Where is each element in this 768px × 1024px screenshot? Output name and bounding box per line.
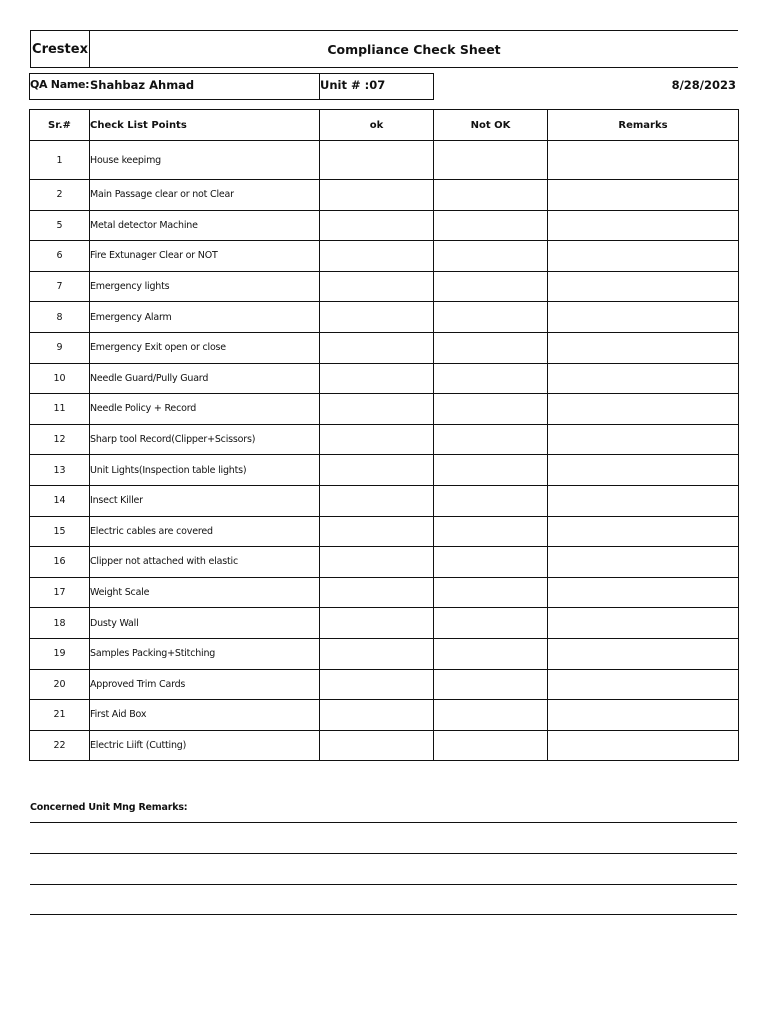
row-not-ok-cell[interactable]	[434, 241, 548, 272]
row-sr: 5	[30, 210, 90, 241]
row-sr: 14	[30, 485, 90, 516]
row-ok-cell[interactable]	[320, 271, 434, 302]
row-ok-cell[interactable]	[320, 700, 434, 731]
row-sr: 18	[30, 608, 90, 639]
col-sr: Sr.#	[30, 110, 90, 141]
row-ok-cell[interactable]	[320, 141, 434, 180]
table-row	[30, 394, 739, 425]
row-check-point: Weight Scale	[90, 577, 320, 608]
row-check-point: Unit Lights(Inspection table lights)	[90, 455, 320, 486]
row-sr: 13	[30, 455, 90, 486]
row-not-ok-cell[interactable]	[434, 516, 548, 547]
table-row	[30, 141, 739, 180]
row-not-ok-cell[interactable]	[434, 730, 548, 761]
table-row	[30, 241, 739, 272]
row-not-ok-cell[interactable]	[434, 141, 548, 180]
row-check-point: Needle Policy + Record	[90, 394, 320, 425]
row-not-ok-cell[interactable]	[434, 210, 548, 241]
row-sr: 22	[30, 730, 90, 761]
row-check-point: Approved Trim Cards	[90, 669, 320, 700]
remarks-line[interactable]	[30, 822, 737, 823]
table-row	[30, 210, 739, 241]
table-row	[30, 455, 739, 486]
row-sr: 1	[30, 141, 90, 180]
col-not-ok: Not OK	[434, 110, 548, 141]
row-sr: 19	[30, 638, 90, 669]
row-ok-cell[interactable]	[320, 302, 434, 333]
row-remarks-cell[interactable]	[548, 700, 739, 731]
remarks-line[interactable]	[30, 914, 737, 915]
row-check-point: Emergency Alarm	[90, 302, 320, 333]
row-ok-cell[interactable]	[320, 516, 434, 547]
row-check-point: First Aid Box	[90, 700, 320, 731]
row-sr: 10	[30, 363, 90, 394]
row-remarks-cell[interactable]	[548, 577, 739, 608]
row-sr: 20	[30, 669, 90, 700]
row-ok-cell[interactable]	[320, 669, 434, 700]
row-ok-cell[interactable]	[320, 180, 434, 211]
row-check-point: Fire Extunager Clear or NOT	[90, 241, 320, 272]
table-row	[30, 516, 739, 547]
row-not-ok-cell[interactable]	[434, 424, 548, 455]
row-remarks-cell[interactable]	[548, 394, 739, 425]
row-sr: 17	[30, 577, 90, 608]
row-sr: 21	[30, 700, 90, 731]
remarks-label: Concerned Unit Mng Remarks:	[30, 802, 188, 813]
row-ok-cell[interactable]	[320, 241, 434, 272]
row-remarks-cell[interactable]	[548, 241, 739, 272]
row-not-ok-cell[interactable]	[434, 669, 548, 700]
row-check-point: Electric cables are covered	[90, 516, 320, 547]
sheet-date: 8/28/2023	[671, 78, 736, 92]
row-check-point: Electric Liift (Cutting)	[90, 730, 320, 761]
table-row	[30, 180, 739, 211]
row-check-point: Insect Killer	[90, 485, 320, 516]
row-ok-cell[interactable]	[320, 730, 434, 761]
remarks-line[interactable]	[30, 884, 737, 885]
row-remarks-cell[interactable]	[548, 141, 739, 180]
row-sr: 7	[30, 271, 90, 302]
row-remarks-cell[interactable]	[548, 332, 739, 363]
row-ok-cell[interactable]	[320, 455, 434, 486]
table-row	[30, 577, 739, 608]
row-remarks-cell[interactable]	[548, 638, 739, 669]
row-sr: 12	[30, 424, 90, 455]
row-ok-cell[interactable]	[320, 547, 434, 578]
row-sr: 11	[30, 394, 90, 425]
row-not-ok-cell[interactable]	[434, 302, 548, 333]
row-check-point: Sharp tool Record(Clipper+Scissors)	[90, 424, 320, 455]
table-row	[30, 700, 739, 731]
row-remarks-cell[interactable]	[548, 516, 739, 547]
table-row	[30, 485, 739, 516]
qa-name-value: Shahbaz Ahmad	[90, 78, 195, 92]
table-row	[30, 730, 739, 761]
row-ok-cell[interactable]	[320, 332, 434, 363]
row-ok-cell[interactable]	[320, 608, 434, 639]
col-ok: ok	[320, 110, 434, 141]
col-remarks: Remarks	[548, 110, 739, 141]
row-not-ok-cell[interactable]	[434, 547, 548, 578]
row-remarks-cell[interactable]	[548, 363, 739, 394]
row-remarks-cell[interactable]	[548, 210, 739, 241]
company-name: Crestex	[30, 30, 90, 68]
row-remarks-cell[interactable]	[548, 669, 739, 700]
col-check-list-points: Check List Points	[90, 110, 320, 141]
row-ok-cell[interactable]	[320, 394, 434, 425]
row-check-point: Main Passage clear or not Clear	[90, 180, 320, 211]
table-row	[30, 638, 739, 669]
table-row	[30, 271, 739, 302]
table-row	[30, 424, 739, 455]
row-check-point: Emergency lights	[90, 271, 320, 302]
row-not-ok-cell[interactable]	[434, 577, 548, 608]
row-remarks-cell[interactable]	[548, 424, 739, 455]
row-ok-cell[interactable]	[320, 363, 434, 394]
row-not-ok-cell[interactable]	[434, 485, 548, 516]
row-remarks-cell[interactable]	[548, 302, 739, 333]
row-check-point: Clipper not attached with elastic	[90, 547, 320, 578]
unit-number: Unit # :07	[320, 78, 386, 92]
row-not-ok-cell[interactable]	[434, 638, 548, 669]
row-not-ok-cell[interactable]	[434, 455, 548, 486]
row-check-point: Emergency Exit open or close	[90, 332, 320, 363]
row-remarks-cell[interactable]	[548, 608, 739, 639]
table-row	[30, 302, 739, 333]
table-header-row	[30, 110, 739, 141]
table-row	[30, 547, 739, 578]
qa-name-label: QA Name:	[30, 78, 90, 91]
checklist-table	[29, 109, 739, 761]
table-row	[30, 669, 739, 700]
row-not-ok-cell[interactable]	[434, 394, 548, 425]
row-remarks-cell[interactable]	[548, 180, 739, 211]
row-ok-cell[interactable]	[320, 210, 434, 241]
remarks-line[interactable]	[30, 853, 737, 854]
row-sr: 9	[30, 332, 90, 363]
row-sr: 2	[30, 180, 90, 211]
row-remarks-cell[interactable]	[548, 730, 739, 761]
row-ok-cell[interactable]	[320, 577, 434, 608]
row-not-ok-cell[interactable]	[434, 363, 548, 394]
row-remarks-cell[interactable]	[548, 485, 739, 516]
row-sr: 16	[30, 547, 90, 578]
row-not-ok-cell[interactable]	[434, 608, 548, 639]
row-remarks-cell[interactable]	[548, 455, 739, 486]
row-ok-cell[interactable]	[320, 424, 434, 455]
row-check-point: House keepimg	[90, 141, 320, 180]
row-remarks-cell[interactable]	[548, 271, 739, 302]
row-check-point: Dusty Wall	[90, 608, 320, 639]
row-ok-cell[interactable]	[320, 485, 434, 516]
row-check-point: Metal detector Machine	[90, 210, 320, 241]
row-check-point: Needle Guard/Pully Guard	[90, 363, 320, 394]
row-sr: 15	[30, 516, 90, 547]
row-not-ok-cell[interactable]	[434, 180, 548, 211]
row-ok-cell[interactable]	[320, 638, 434, 669]
row-remarks-cell[interactable]	[548, 547, 739, 578]
row-not-ok-cell[interactable]	[434, 271, 548, 302]
row-check-point: Samples Packing+Stitching	[90, 638, 320, 669]
table-row	[30, 332, 739, 363]
row-sr: 8	[30, 302, 90, 333]
sheet-title: Compliance Check Sheet	[89, 30, 738, 68]
table-row	[30, 363, 739, 394]
row-not-ok-cell[interactable]	[434, 700, 548, 731]
row-not-ok-cell[interactable]	[434, 332, 548, 363]
row-sr: 6	[30, 241, 90, 272]
table-row	[30, 608, 739, 639]
